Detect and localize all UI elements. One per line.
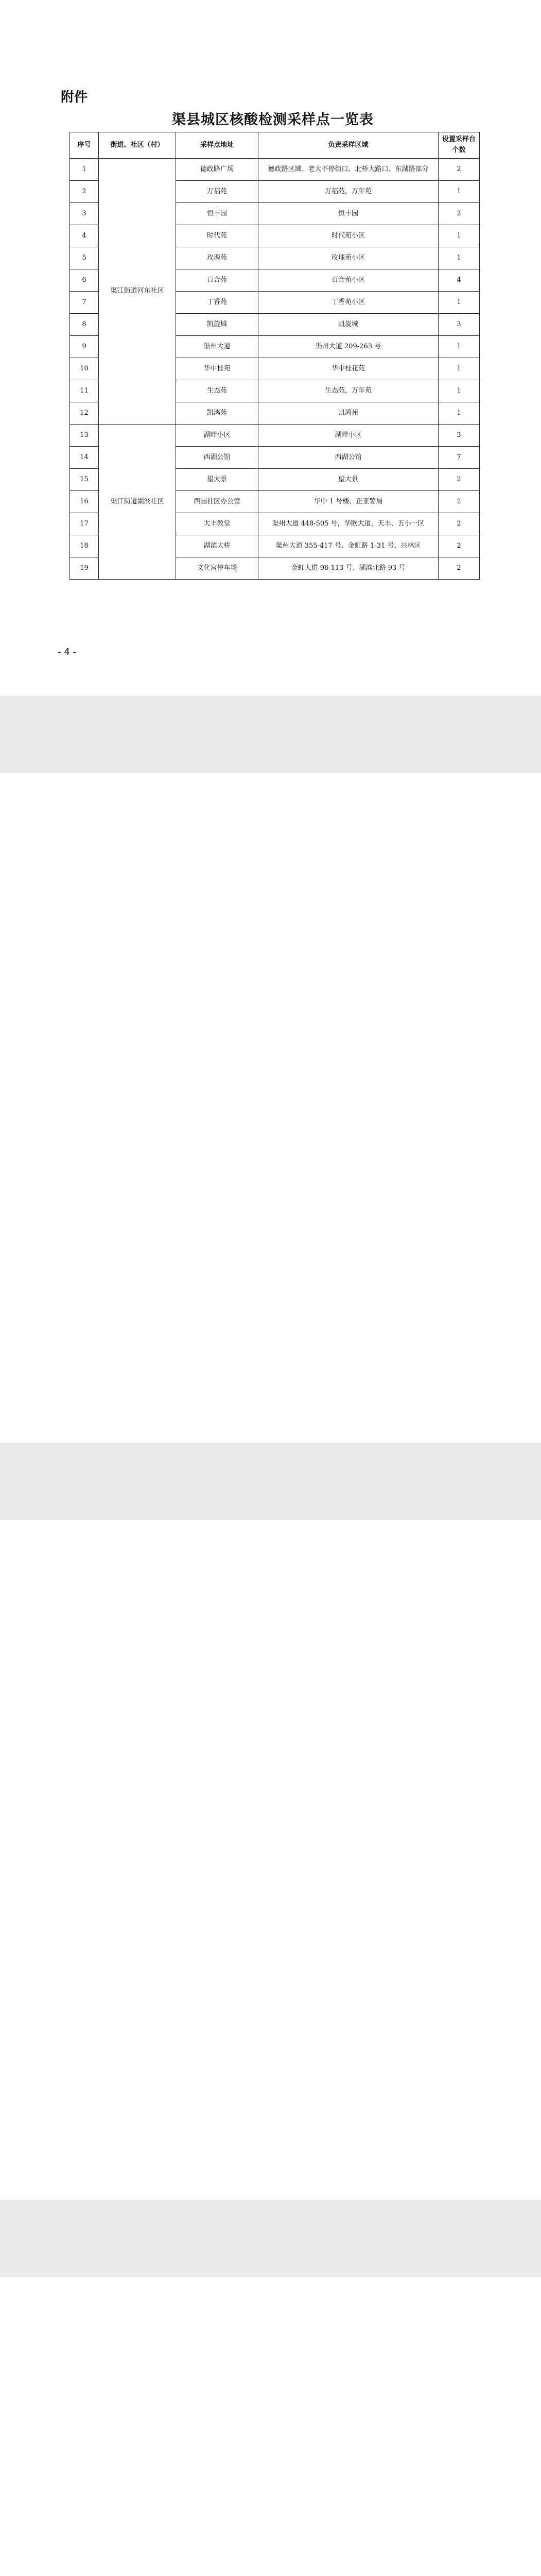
cell-count: 1	[439, 181, 480, 203]
cell-site: 西园社区办公室	[176, 491, 258, 513]
cell-site: 生态苑	[176, 380, 258, 402]
cell-area: 西湖公馆	[258, 447, 439, 469]
cell-area: 渠州大道 209-263 号	[258, 336, 439, 358]
table-row	[70, 159, 480, 181]
cell-count: 1	[439, 380, 480, 402]
cell-seq: 13	[70, 425, 99, 447]
cell-count: 2	[439, 535, 480, 557]
cell-area: 渠州大道 355-417 号、金虹路 1-31 号、兴林区	[258, 535, 439, 557]
cell-count: 7	[439, 447, 480, 469]
cell-seq: 1	[70, 159, 99, 181]
cell-area: 渠州大道 448-505 号，华欧大道，天丰、五小一区	[258, 513, 439, 535]
cell-count: 2	[439, 159, 480, 181]
cell-site: 华中桂苑	[176, 358, 258, 380]
cell-seq: 17	[70, 513, 99, 535]
cell-site: 时代苑	[176, 225, 258, 247]
cell-seq: 7	[70, 292, 99, 314]
cell-site: 丁香苑	[176, 292, 258, 314]
cell-seq: 2	[70, 181, 99, 203]
cell-count: 3	[439, 314, 480, 336]
cell-area: 湖畔小区	[258, 425, 439, 447]
cell-area: 万福苑，万年苑	[258, 181, 439, 203]
cell-area: 凯旋城	[258, 314, 439, 336]
cell-seq: 3	[70, 203, 99, 225]
cell-site: 百合苑	[176, 269, 258, 292]
cell-seq: 5	[70, 247, 99, 269]
table-header-row	[70, 132, 480, 159]
cell-count: 2	[439, 469, 480, 491]
cell-seq: 16	[70, 491, 99, 513]
cell-count: 2	[439, 203, 480, 225]
cell-seq: 12	[70, 402, 99, 425]
cell-site: 大丰教堂	[176, 513, 258, 535]
cell-site: 凯旋城	[176, 314, 258, 336]
cell-seq: 19	[70, 557, 99, 580]
cell-district: 渠江街道湖滨社区	[99, 425, 176, 580]
cell-area: 丁香苑小区	[258, 292, 439, 314]
cell-site: 湖滨大桥	[176, 535, 258, 557]
cell-area: 望大景	[258, 469, 439, 491]
cell-count: 1	[439, 225, 480, 247]
cell-area: 华中 1 号楼、正亚警局	[258, 491, 439, 513]
cell-area: 时代苑小区	[258, 225, 439, 247]
header-district: 街道、社区（村）	[99, 132, 176, 159]
cell-count: 4	[439, 269, 480, 292]
cell-seq: 4	[70, 225, 99, 247]
cell-site: 万福苑	[176, 181, 258, 203]
cell-area: 凯鸿苑	[258, 402, 439, 425]
table-row	[70, 425, 480, 447]
cell-site: 望大景	[176, 469, 258, 491]
cell-area: 生态苑，万年苑	[258, 380, 439, 402]
sampling-site-table	[69, 132, 480, 580]
cell-site: 西湖公馆	[176, 447, 258, 469]
cell-count: 1	[439, 336, 480, 358]
cell-count: 1	[439, 292, 480, 314]
cell-site: 凯鸿苑	[176, 402, 258, 425]
header-site: 采样点地址	[176, 132, 258, 159]
header-seq: 序号	[70, 132, 99, 159]
document-title: 渠县城区核酸检测采样点一览表	[172, 112, 374, 128]
cell-seq: 15	[70, 469, 99, 491]
document-page	[0, 2277, 541, 2576]
cell-seq: 8	[70, 314, 99, 336]
cell-count: 1	[439, 402, 480, 425]
cell-count: 3	[439, 425, 480, 447]
cell-area: 玫瑰苑小区	[258, 247, 439, 269]
document-page	[0, 1520, 541, 2200]
cell-district: 渠江街道河东社区	[99, 159, 176, 425]
header-area: 负责采样区域	[258, 132, 439, 159]
document-page	[0, 773, 541, 1443]
page-number: - 4 -	[58, 647, 76, 657]
cell-count: 2	[439, 513, 480, 535]
header-count: 设置采样台个数	[439, 132, 480, 159]
cell-seq: 18	[70, 535, 99, 557]
cell-area: 恒丰园	[258, 203, 439, 225]
cell-site: 玫瑰苑	[176, 247, 258, 269]
cell-count: 2	[439, 491, 480, 513]
cell-seq: 14	[70, 447, 99, 469]
cell-seq: 9	[70, 336, 99, 358]
attachment-label: 附件	[61, 90, 88, 105]
cell-area: 百合苑小区	[258, 269, 439, 292]
cell-site: 德政路广场	[176, 159, 258, 181]
cell-area: 金虹大道 96-113 号、湖滨北路 93 号	[258, 557, 439, 580]
cell-site: 文化宫停车场	[176, 557, 258, 580]
cell-seq: 10	[70, 358, 99, 380]
cell-area: 德政路区域、老大不停街口、北桥大路口、东湖路部分	[258, 159, 439, 181]
cell-count: 2	[439, 557, 480, 580]
cell-site: 恒丰园	[176, 203, 258, 225]
cell-site: 渠州大道	[176, 336, 258, 358]
cell-site: 湖畔小区	[176, 425, 258, 447]
cell-count: 1	[439, 358, 480, 380]
cell-count: 1	[439, 247, 480, 269]
cell-seq: 11	[70, 380, 99, 402]
cell-seq: 6	[70, 269, 99, 292]
document-page	[0, 0, 541, 696]
cell-area: 华中桂花苑	[258, 358, 439, 380]
